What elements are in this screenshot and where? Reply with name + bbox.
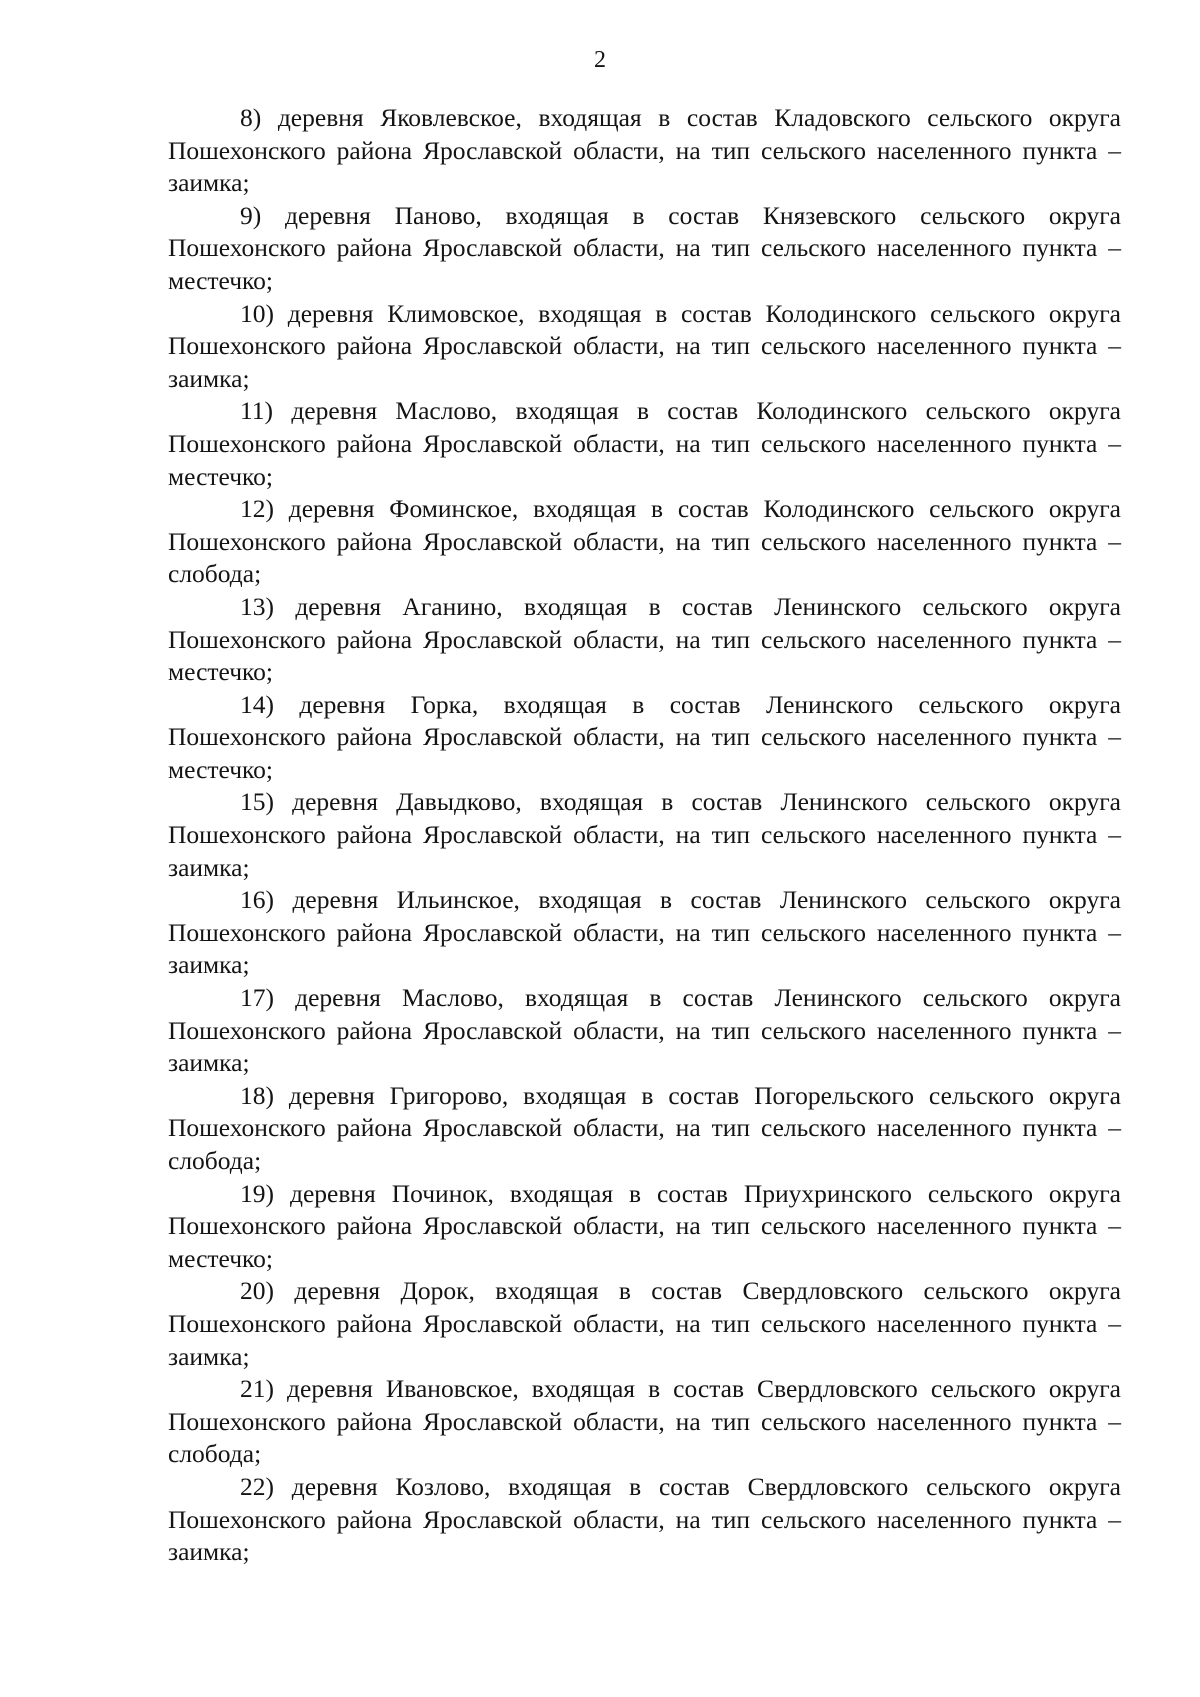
list-item: 12) деревня Фоминское, входящая в состав Колодинского сельского округа Пошехонского района Ярославской области, на тип сельского населенного пункта – слобода;	[168, 494, 1121, 589]
list-item: 18) деревня Григорово, входящая в состав Погорельского сельского округа Пошехонского района Ярославской области, на тип сельского населенного пункта – слобода;	[168, 1080, 1121, 1175]
list-item: 20) деревня Дорок, входящая в состав Свердловского сельского округа Пошехонского района Ярославской области, на тип сельского населенного пункта – заимка;	[168, 1276, 1121, 1371]
list-item: 16) деревня Ильинское, входящая в состав Ленинского сельского округа Пошехонского района Ярославской области, на тип сельского населенного пункта – заимка;	[168, 885, 1121, 980]
list-item: 14) деревня Горка, входящая в состав Ленинского сельского округа Пошехонского района Ярославской области, на тип сельского населенного пункта – местечко;	[168, 689, 1121, 784]
list-item: 8) деревня Яковлевское, входящая в состав Кладовского сельского округа Пошехонского района Ярославской области, на тип сельского населенного пункта – заимка;	[168, 103, 1121, 198]
list-item: 10) деревня Климовское, входящая в состав Колодинского сельского округа Пошехонского района Ярославской области, на тип сельского населенного пункта – заимка;	[168, 298, 1121, 393]
list-item: 19) деревня Починок, входящая в состав Приухринского сельского округа Пошехонского района Ярославской области, на тип сельского населенного пункта – местечко;	[168, 1178, 1121, 1273]
list-item: 22) деревня Козлово, входящая в состав Свердловского сельского округа Пошехонского района Ярославской области, на тип сельского населенного пункта – заимка;	[168, 1471, 1121, 1567]
page-number: 2	[594, 47, 606, 73]
list-item: 15) деревня Давыдково, входящая в состав Ленинского сельского округа Пошехонского района Ярославской области, на тип сельского населенного пункта – заимка;	[168, 787, 1121, 882]
list-item: 13) деревня Аганино, входящая в состав Ленинского сельского округа Пошехонского района Ярославской области, на тип сельского населенного пункта – местечко;	[168, 591, 1121, 687]
document-body	[168, 102, 1121, 1569]
list-item: 9) деревня Паново, входящая в состав Князевского сельского округа Пошехонского района Ярославской области, на тип сельского населенного пункта – местечко;	[168, 200, 1121, 295]
list-item: 11) деревня Маслово, входящая в состав Колодинского сельского округа Пошехонского района Ярославской области, на тип сельского населенного пункта – местечко;	[168, 396, 1121, 491]
list-item: 17) деревня Маслово, входящая в состав Ленинского сельского округа Пошехонского района Ярославской области, на тип сельского населенного пункта – заимка;	[168, 983, 1121, 1078]
list-item: 21) деревня Ивановское, входящая в состав Свердловского сельского округа Пошехонского района Ярославской области, на тип сельского населенного пункта – слобода;	[168, 1374, 1121, 1469]
